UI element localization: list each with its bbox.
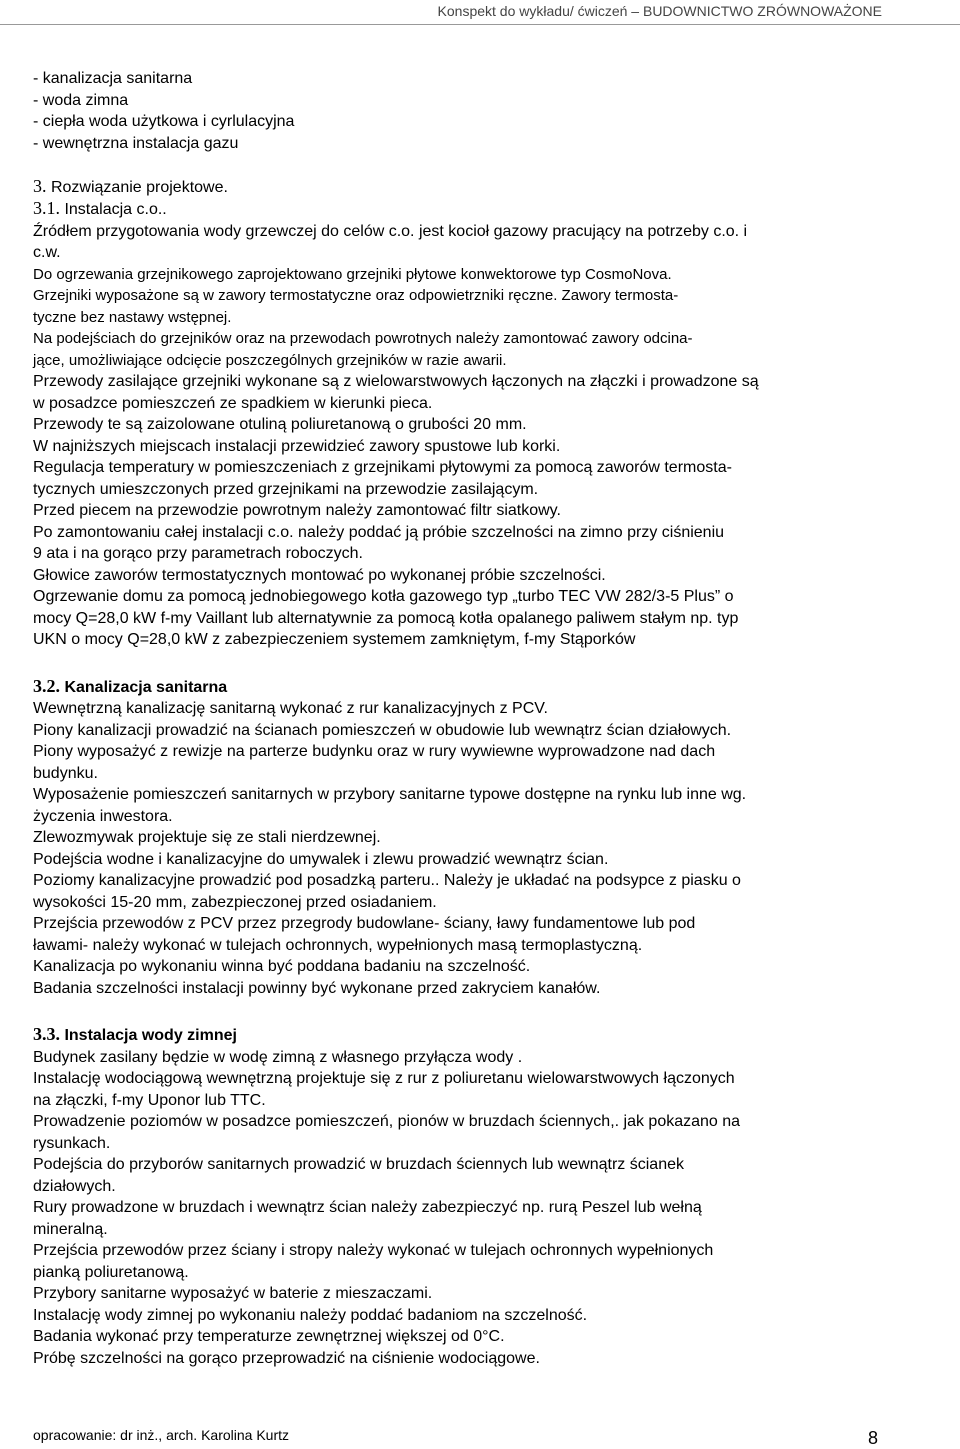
list-item: - kanalizacja sanitarna bbox=[33, 70, 193, 87]
section-title: Kanalizacja sanitarna bbox=[64, 678, 228, 696]
text-line: Przed piecem na przewodzie powrotnym należy zamontować filtr siatkowy. bbox=[33, 502, 561, 519]
text-line: Przybory sanitarne wyposażyć w baterie z mieszaczami. bbox=[33, 1285, 433, 1302]
section-number: 3.1. bbox=[33, 198, 60, 218]
text-line: Wewnętrzną kanalizację sanitarną wykonać z rur kanalizacyjnych z PCV. bbox=[33, 700, 548, 717]
text-line: działowych. bbox=[33, 1177, 116, 1195]
spacer bbox=[33, 999, 928, 1024]
section-title: Rozwiązanie projektowe. bbox=[50, 178, 228, 196]
list-item: - ciepła woda użytkowa i cyrlulacyjna bbox=[33, 113, 295, 130]
text-line: mocy Q=28,0 kW f-my Vaillant lub alternatywnie za pomocą kotła opalanego paliwem stałym np. typ bbox=[33, 609, 739, 627]
section-3-3-text bbox=[33, 1047, 928, 1370]
text-line: Zlewozmywak projektuje się ze stali nierdzewnej. bbox=[33, 829, 381, 846]
list-block-1 bbox=[33, 68, 928, 154]
text-line: Grzejniki wyposażone są w zawory termostatyczne oraz odpowietrzniki ręczne. Zawory termosta- bbox=[33, 287, 679, 304]
text-line: Po zamontowaniu całej instalacji c.o. należy poddać ją próbie szczelności na zimno przy ciśnieniu bbox=[33, 523, 725, 541]
text-line: Do ogrzewania grzejnikowego zaprojektowano grzejniki płytowe konwektorowe typ CosmoNova. bbox=[33, 265, 672, 283]
text-line: Prowadzenie poziomów w posadzce pomieszczeń, pionów w bruzdach ściennych,. jak pokazano na bbox=[33, 1113, 741, 1130]
text-line: w posadzce pomieszczeń ze spadkiem w kierunki pieca. bbox=[33, 394, 433, 412]
section-3-2-text bbox=[33, 698, 928, 999]
text-line: Przewody zasilające grzejniki wykonane są z wielowarstwowych łączonych na złączki i prowadzone są bbox=[33, 373, 759, 390]
document-body bbox=[33, 68, 928, 1369]
section-heading-3-2 bbox=[33, 676, 928, 699]
text-line: Głowice zaworów termostatycznych montować po wykonanej próbie szczelności. bbox=[33, 566, 606, 584]
section-heading-3-3 bbox=[33, 1024, 928, 1047]
page-header bbox=[0, 0, 960, 25]
text-line: Źródłem przygotowania wody grzewczej do celów c.o. jest kocioł gazowy pracujący na potrzeby c.o. i bbox=[33, 222, 748, 240]
section-heading-3-1 bbox=[33, 198, 928, 221]
text-line: tyczne bez nastawy wstępnej. bbox=[33, 308, 232, 326]
list-item: - wewnętrzna instalacja gazu bbox=[33, 134, 239, 152]
text-line: jące, umożliwiające odcięcie poszczególnych grzejników w razie awarii. bbox=[33, 351, 507, 369]
section-number: 3. bbox=[33, 175, 47, 196]
text-line: Ogrzewanie domu za pomocą jednobiegowego kotła gazowego typ „turbo TEC VW 282/3-5 Plus” o bbox=[33, 588, 734, 605]
text-line: Budynek zasilany będzie w wodę zimną z własnego przyłącza wody . bbox=[33, 1048, 523, 1066]
text-line: rysunkach. bbox=[33, 1134, 111, 1152]
text-line: Rury prowadzone w bruzdach i wewnątrz ścian należy zabezpieczyć np. rurą Peszel lub wełną bbox=[33, 1199, 702, 1216]
footer-author: opracowanie: dr inż., arch. Karolina Kurtz bbox=[33, 1427, 290, 1443]
text-line: Badania szczelności instalacji powinny być wykonane przed zakryciem kanałów. bbox=[33, 979, 601, 997]
text-line: wysokości 15-20 mm, zabezpieczonej przed osiadaniem. bbox=[33, 893, 437, 911]
text-line: Próbę szczelności na gorąco przeprowadzić na ciśnienie wodociągowe. bbox=[33, 1349, 540, 1367]
text-line: mineralną. bbox=[33, 1220, 108, 1238]
text-line: Piony kanalizacji prowadzić na ścianach pomieszczeń w obudowie lub wewnątrz ścian działowych. bbox=[33, 721, 732, 739]
text-line: Instalację wody zimnej po wykonaniu należy poddać badaniom na szczelność. bbox=[33, 1306, 588, 1324]
text-line: tycznych umieszczonych przed grzejnikami na przewodzie zasilającym. bbox=[33, 480, 539, 498]
section-number: 3.3. bbox=[33, 1024, 60, 1044]
text-line: Poziomy kanalizacyjne prowadzić pod posadzką parteru.. Należy je układać na podsypce z piasku o bbox=[33, 872, 741, 889]
text-line: UKN o mocy Q=28,0 kW z zabezpieczeniem systemem zamkniętym, f-my Stąporków bbox=[33, 631, 636, 648]
spacer bbox=[33, 154, 928, 176]
header-title: Konspekt do wykładu/ ćwiczeń – BUDOWNICTWO ZRÓWNOWAŻONE bbox=[437, 3, 882, 19]
text-line: ławami- należy wykonać w tulejach ochronnych, wypełnionych masą termoplastyczną. bbox=[33, 936, 643, 954]
spacer bbox=[33, 651, 928, 676]
text-line: na złączki, f-my Uponor lub TTC. bbox=[33, 1091, 266, 1109]
text-line: Na podejściach do grzejników oraz na przewodach powrotnych należy zamontować zawory odcina- bbox=[33, 330, 693, 347]
text-line: budynku. bbox=[33, 764, 98, 782]
page-number: 8 bbox=[868, 1428, 879, 1448]
text-line: Przewody te są zaizolowane otuliną poliuretanową o grubości 20 mm. bbox=[33, 416, 527, 433]
text-line: Kanalizacja po wykonaniu winna być poddana badaniu na szczelność. bbox=[33, 958, 531, 975]
text-line: Instalację wodociągową wewnętrzną projektuje się z rur z poliuretanu wielowarstwowych łączonych bbox=[33, 1070, 735, 1087]
text-line: W najniższych miejscach instalacji przewidzieć zawory spustowe lub korki. bbox=[33, 437, 561, 455]
text-line: Przejścia przewodów z PCV przez przegrody budowlane- ściany, ławy fundamentowe lub pod bbox=[33, 915, 696, 932]
text-line: Regulacja temperatury w pomieszczeniach z grzejnikami płytowymi za pomocą zaworów termosta- bbox=[33, 459, 732, 476]
list-item: - woda zimna bbox=[33, 91, 129, 109]
text-line: Przejścia przewodów przez ściany i stropy należy wykonać w tulejach ochronnych wypełnionych bbox=[33, 1242, 714, 1259]
text-line: 9 ata i na gorąco przy parametrach roboczych. bbox=[33, 545, 363, 562]
section-number: 3.2. bbox=[33, 675, 60, 696]
text-line: życzenia inwestora. bbox=[33, 807, 173, 825]
section-heading-3 bbox=[33, 176, 928, 199]
text-line: Podejścia wodne i kanalizacyjne do umywalek i zlewu prowadzić wewnątrz ścian. bbox=[33, 850, 609, 868]
text-line: Badania wykonać przy temperaturze zewnętrznej większej od 0°C. bbox=[33, 1328, 505, 1345]
text-line: Piony wyposażyć z rewizje na parterze budynku oraz w rury wywiewne wyprowadzone nad dach bbox=[33, 743, 716, 760]
section-3-1-text bbox=[33, 221, 928, 651]
section-title: Instalacja c.o.. bbox=[64, 201, 167, 218]
text-line: pianką poliuretanową. bbox=[33, 1263, 189, 1281]
section-title: Instalacja wody zimnej bbox=[64, 1027, 237, 1044]
text-line: Wyposażenie pomieszczeń sanitarnych w przybory sanitarne typowe dostępne na rynku lub inne wg. bbox=[33, 786, 747, 803]
text-line: Podejścia do przyborów sanitarnych prowadzić w bruzdach ściennych lub wewnątrz ścianek bbox=[33, 1156, 684, 1173]
text-line: c.w. bbox=[33, 244, 61, 261]
